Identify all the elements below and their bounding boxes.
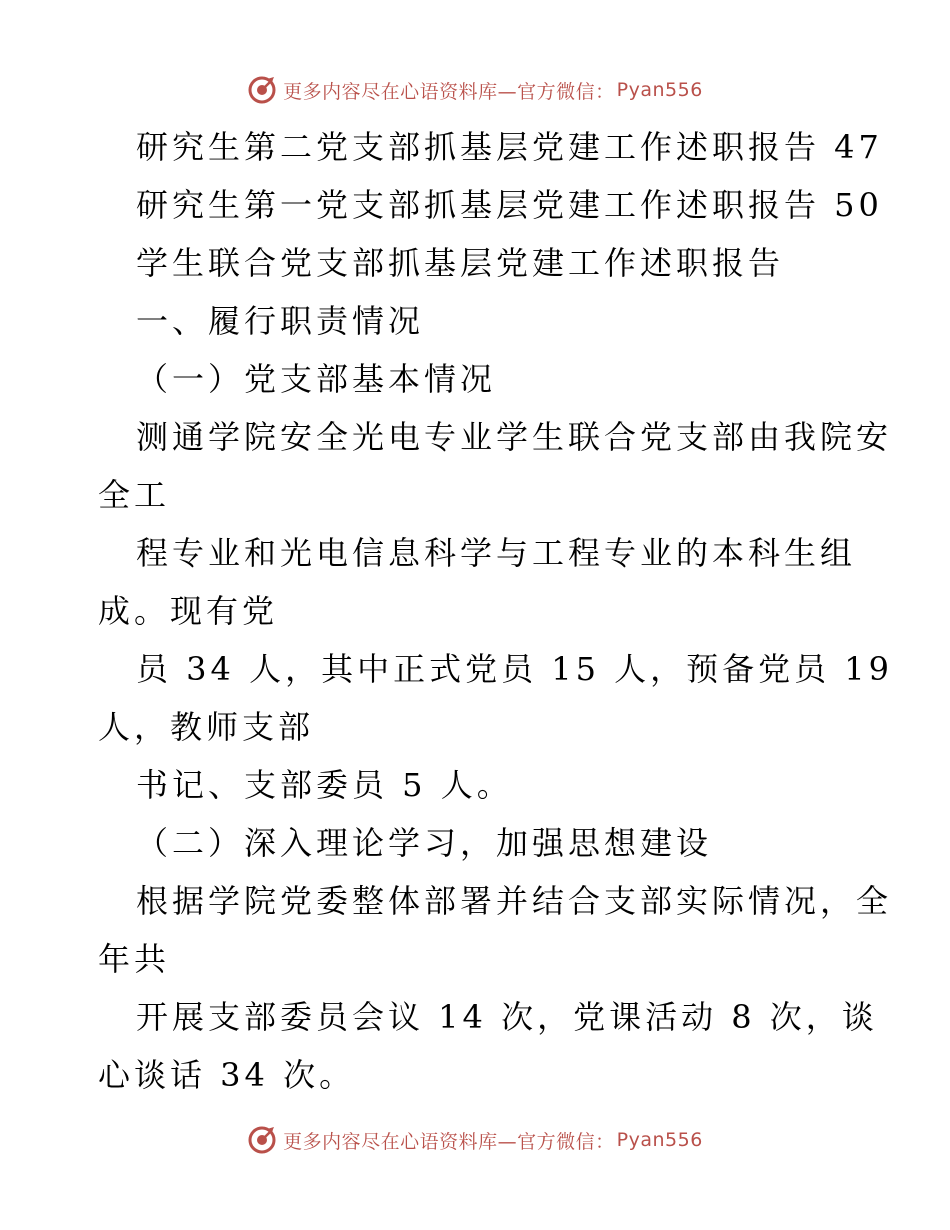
subsection-heading: （二）深入理论学习，加强思想建设 — [136, 824, 713, 862]
text-line: 程专业和光电信息科学与工程专业的本科生组 — [136, 534, 857, 572]
text-line: 年共 — [98, 940, 171, 978]
text-line: 根据学院党委整体部署并结合支部实际情况，全 — [136, 882, 893, 920]
section-heading: 一、履行职责情况 — [136, 302, 425, 340]
text-line: 书记、支部委员 5 人。 — [136, 766, 513, 804]
text-line: 人，教师支部 — [98, 708, 315, 746]
logo-icon — [247, 75, 277, 105]
text-line: 研究生第一党支部抓基层党建工作述职报告 50 — [136, 186, 883, 224]
watermark-wechat-id: Pyan556 — [616, 79, 703, 101]
subsection-heading: （一）党支部基本情况 — [136, 360, 497, 398]
watermark-text: 更多内容尽在心语资料库—官方微信： — [283, 1130, 615, 1153]
text-line: 全工 — [98, 476, 171, 514]
text-line: 测通学院安全光电专业学生联合党支部由我院安 — [136, 418, 893, 456]
text-line: 成。现有党 — [98, 592, 279, 630]
text-line: 员 34 人，其中正式党员 15 人，预备党员 19 — [136, 650, 894, 688]
logo-icon — [247, 1125, 277, 1155]
text-line: 开展支部委员会议 14 次，党课活动 8 次，谈 — [136, 998, 878, 1036]
watermark-text: 更多内容尽在心语资料库—官方微信： — [283, 80, 615, 103]
text-line: 学生联合党支部抓基层党建工作述职报告 — [136, 244, 785, 282]
text-line: 心谈话 34 次。 — [98, 1056, 356, 1094]
header-watermark — [0, 72, 950, 108]
footer-watermark — [0, 1122, 950, 1158]
watermark-wechat-id: Pyan556 — [616, 1129, 703, 1151]
text-line: 研究生第二党支部抓基层党建工作述职报告 47 — [136, 128, 883, 166]
